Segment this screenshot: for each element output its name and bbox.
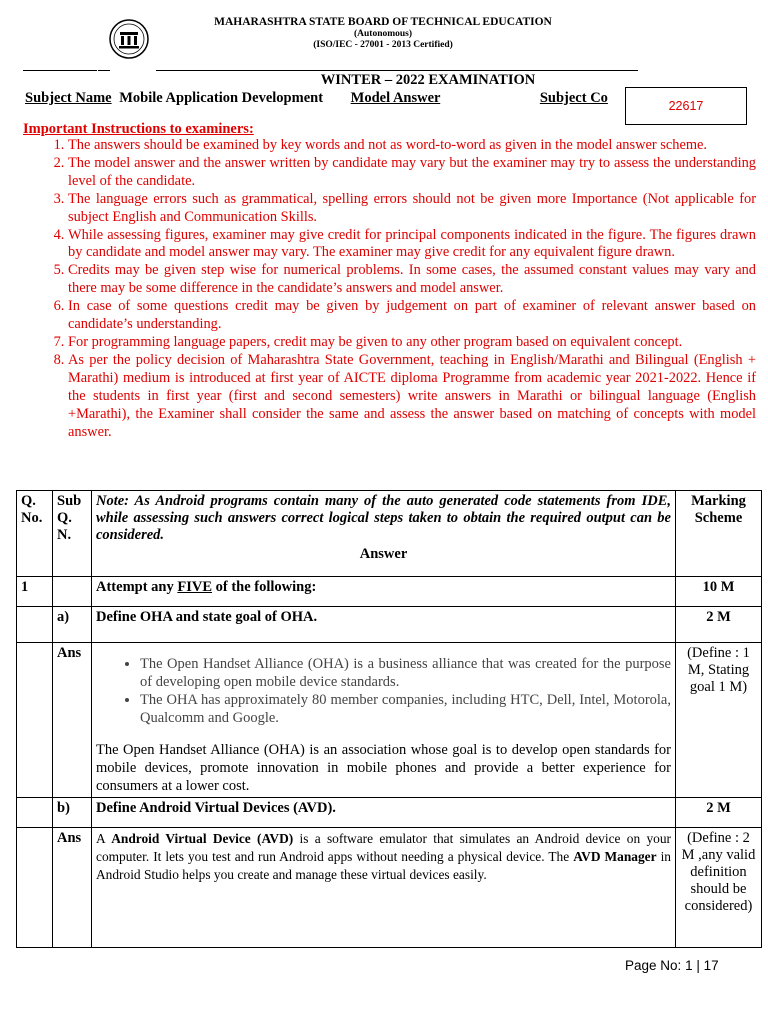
qb-ans-part1: A bbox=[96, 831, 112, 846]
table-row bbox=[17, 607, 762, 643]
qb-sub: b) bbox=[53, 798, 92, 828]
qb-ans-label: Ans bbox=[53, 828, 92, 948]
page-number: 1 bbox=[685, 958, 693, 973]
table-row bbox=[17, 828, 762, 948]
qb-marks: 2 M bbox=[676, 798, 762, 828]
page-separator: | bbox=[696, 958, 700, 973]
question-table bbox=[16, 490, 762, 948]
q1-text-pre: Attempt any bbox=[96, 579, 178, 595]
autonomous-label: (Autonomous) bbox=[353, 29, 413, 39]
header-note: Note: As Android programs contain many of the auto generated code statements from IDE, while assessing such answers correct logical steps taken to obtain the required output can be considered. bbox=[96, 493, 671, 543]
instruction-item: 6. In case of some questions credit may be given by judgement on part of examiner of relevant answer based on candidate’s understanding. bbox=[68, 298, 756, 334]
table-row bbox=[17, 577, 762, 607]
instruction-item: 4. While assessing figures, examiner may give credit for principal components indicated in the figure. The figures drawn by candidate and model answer may vary. The examiner may give credit for any equivalent figure drawn. bbox=[68, 227, 756, 263]
board-header bbox=[150, 16, 616, 51]
qa-text: Define OHA and state goal of OHA. bbox=[92, 607, 676, 643]
subject-code-box bbox=[625, 87, 747, 125]
qb-qno-empty bbox=[17, 798, 53, 828]
header-rule-right bbox=[156, 70, 638, 71]
header-answer: Answer bbox=[359, 546, 408, 562]
table-row bbox=[17, 643, 762, 798]
instructions-list bbox=[23, 137, 756, 441]
list-item: • The OHA has approximately 80 member companies, including HTC, Dell, Intel, Motorola, Qualcomm and Google. bbox=[140, 691, 671, 727]
exam-title: WINTER – 2022 EXAMINATION bbox=[320, 72, 536, 88]
certification-label: (ISO/IEC - 27001 - 2013 Certified) bbox=[313, 40, 453, 50]
qb-ans-qno-empty bbox=[17, 828, 53, 948]
q1-text bbox=[92, 577, 676, 607]
qa-ans-qno-empty bbox=[17, 643, 53, 798]
model-answer-label: Model Answer bbox=[350, 90, 441, 106]
instruction-item: 2. The model answer and the answer written by candidate may vary but the examiner may try to assess the understanding level of the candidate. bbox=[68, 155, 756, 191]
q1-text-post: of the following: bbox=[212, 579, 317, 595]
header-qno: Q. No. bbox=[17, 491, 53, 577]
q1-subq-empty bbox=[53, 577, 92, 607]
msbte-logo bbox=[108, 18, 150, 60]
header-note-cell bbox=[92, 491, 676, 577]
instruction-item: 1. The answers should be examined by key words and not as word-to-word as given in the model answer scheme. bbox=[68, 137, 756, 155]
instructions-heading: Important Instructions to examiners: bbox=[23, 121, 254, 137]
qa-qno-empty bbox=[17, 607, 53, 643]
q1-marks: 10 M bbox=[676, 577, 762, 607]
qb-ans-part2: is a software emulator that simulates an Android device on your computer. It lets you test and run Android apps without needing a physical device. The bbox=[96, 831, 671, 864]
qa-paragraph: The Open Handset Alliance (OHA) is an association whose goal is to develop open standards for mobile devices, promote innovation in mobile phones and provide a better experience for consumers at a lower cost. bbox=[96, 742, 671, 794]
header-rule-left bbox=[23, 70, 97, 71]
qb-ans-part3: in Android Studio helps you create and manage these virtual devices easily. bbox=[96, 849, 671, 882]
qa-ans-label: Ans bbox=[53, 643, 92, 798]
qb-text: Define Android Virtual Devices (AVD). bbox=[92, 798, 676, 828]
subject-row bbox=[25, 90, 725, 107]
qb-scheme: (Define : 2 M ,any valid definition should be considered) bbox=[676, 828, 762, 948]
subject-name: Mobile Application Development bbox=[119, 90, 324, 106]
qa-scheme: (Define : 1 M, Stating goal 1 M) bbox=[676, 643, 762, 798]
qa-sub: a) bbox=[53, 607, 92, 643]
table-row bbox=[17, 798, 762, 828]
instruction-item: 7. For programming language papers, credit may be given to any other program based on equivalent concept. bbox=[68, 334, 756, 352]
qa-marks: 2 M bbox=[676, 607, 762, 643]
header-rule-mid bbox=[98, 70, 110, 71]
qb-answer bbox=[92, 828, 676, 948]
subject-code: 22617 bbox=[668, 99, 704, 113]
qa-answer-cell bbox=[92, 643, 676, 798]
table-header-row bbox=[17, 491, 762, 577]
subject-code-label: Subject Co bbox=[539, 90, 608, 106]
list-item: • The Open Handset Alliance (OHA) is a business alliance that was created for the purpose of developing open mobile device standards. bbox=[140, 655, 671, 691]
board-name: MAHARASHTRA STATE BOARD OF TECHNICAL EDUCATION bbox=[214, 16, 552, 28]
q1-text-five: FIVE bbox=[177, 579, 213, 595]
q1-number: 1 bbox=[17, 577, 53, 607]
page-label: Page No: bbox=[625, 958, 682, 973]
page-footer bbox=[625, 958, 719, 973]
header-marking: Marking Scheme bbox=[676, 491, 762, 577]
page-total: 17 bbox=[703, 958, 719, 973]
qb-ans-bold2: AVD Manager bbox=[573, 849, 657, 864]
header-subq: Sub Q. N. bbox=[53, 491, 92, 577]
instruction-item: 8. As per the policy decision of Maharashtra State Government, teaching in English/Marathi and Bilingual (English + Marathi) medium is introduced at first year of AICTE diploma Programme from academic year 2021-2022. Hence if the students in first year (first and second semesters) write answers in Marathi or bilingual language (English +Marathi), the Examiner shall consider the same and assess the answer based on matching of concepts with model answer. bbox=[68, 352, 756, 442]
instruction-item: 3. The language errors such as grammatical, spelling errors should not be given more Importance (Not applicable for subject English and Communication Skills. bbox=[68, 191, 756, 227]
qb-ans-bold1: Android Virtual Device (AVD) bbox=[111, 831, 294, 846]
instruction-item: 5. Credits may be given step wise for numerical problems. In some cases, the assumed constant values may vary and there may be some difference in the candidate’s answers and model answer. bbox=[68, 262, 756, 298]
subject-name-label: Subject Name bbox=[25, 90, 112, 106]
qa-bullet-list bbox=[96, 655, 671, 727]
